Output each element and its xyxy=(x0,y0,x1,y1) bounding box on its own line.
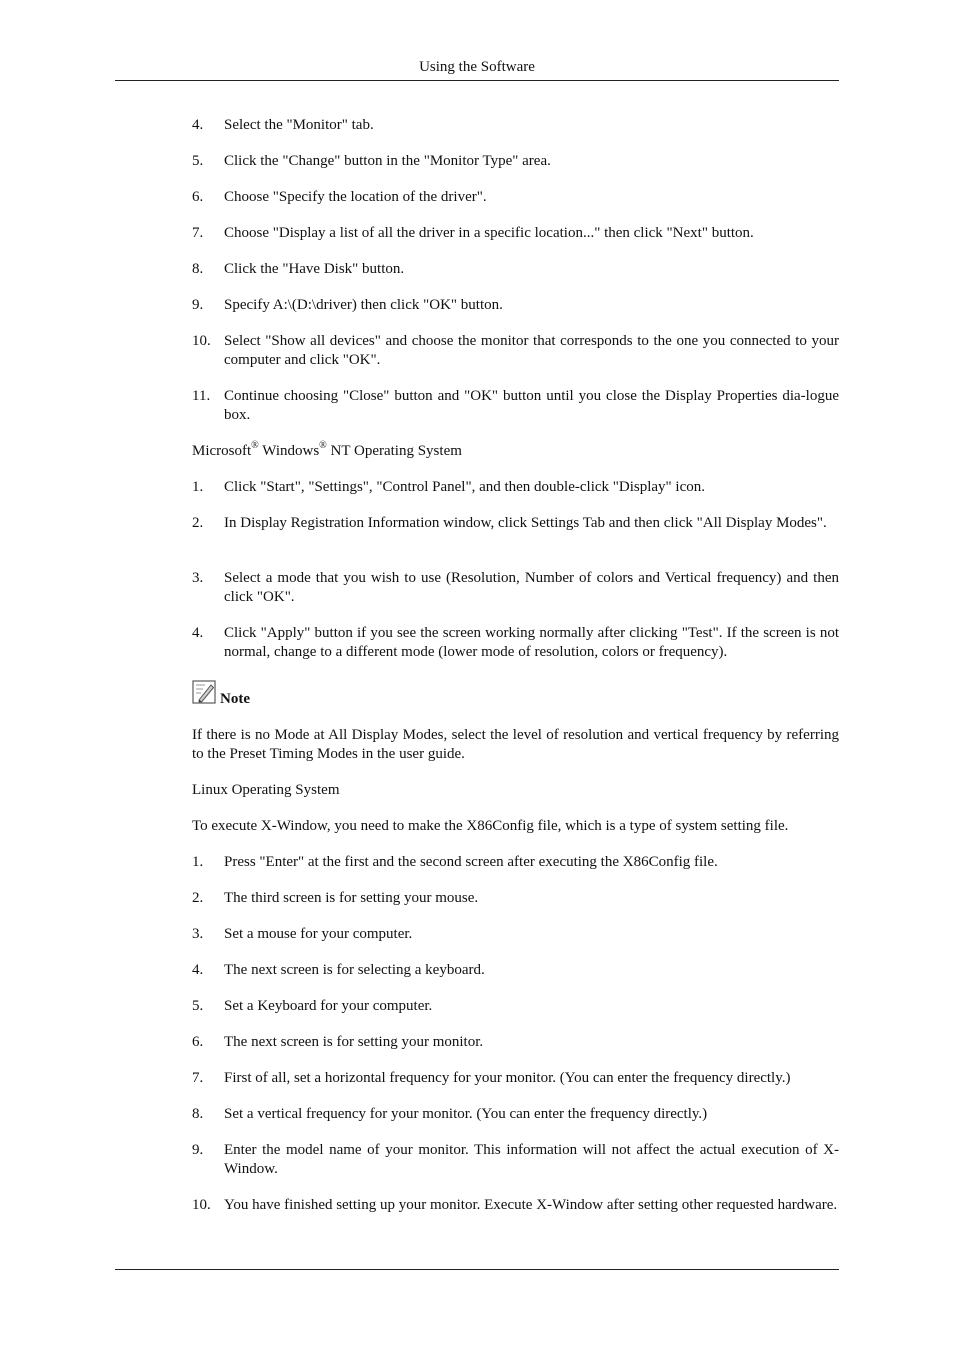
item-text: Specify A:\(D:\driver) then click "OK" button. xyxy=(224,297,503,313)
list-item xyxy=(192,1105,839,1124)
list-item xyxy=(192,332,839,370)
item-text: The third screen is for setting your mouse. xyxy=(224,890,479,906)
item-text: Set a vertical frequency for your monitor. (You can enter the frequency directly.) xyxy=(224,1106,708,1122)
item-number: 1. xyxy=(192,854,204,870)
item-number: 6. xyxy=(192,1034,204,1050)
item-number: 8. xyxy=(192,1106,204,1122)
item-number: 4. xyxy=(192,117,204,133)
item-number: 3. xyxy=(192,926,204,942)
item-number: 3. xyxy=(192,570,204,586)
item-number: 2. xyxy=(192,515,204,531)
item-number: 7. xyxy=(192,225,204,241)
item-text: Set a mouse for your computer. xyxy=(224,926,413,942)
list-item xyxy=(192,997,839,1016)
item-text: Enter the model name of your monitor. This information will not affect the actual execution of X-Window. xyxy=(224,1142,839,1177)
item-number: 8. xyxy=(192,261,204,277)
item-number: 2. xyxy=(192,890,204,906)
footer-rule xyxy=(115,1269,839,1270)
item-text: Choose "Specify the location of the driver". xyxy=(224,189,487,205)
list-item xyxy=(192,569,839,607)
list-item xyxy=(192,260,839,279)
item-number: 4. xyxy=(192,625,204,641)
item-number: 10. xyxy=(192,1197,211,1213)
item-text: Select the "Monitor" tab. xyxy=(224,117,374,133)
list-item xyxy=(192,1196,839,1215)
list-item xyxy=(192,514,839,533)
item-number: 9. xyxy=(192,297,204,313)
list-item xyxy=(192,296,839,315)
item-number: 7. xyxy=(192,1070,204,1086)
page-header: Using the Software xyxy=(419,59,535,75)
list-item xyxy=(192,889,839,908)
item-text: Click "Apply" button if you see the screen working normally after clicking "Test". If the screen is not normal, change to a different mode (lower mode of resolution, colors or frequency). xyxy=(224,625,839,660)
note-icon xyxy=(192,680,216,704)
note-text: If there is no Mode at All Display Modes, select the level of resolution and vertical frequency by referring to the Preset Timing Modes in the user guide. xyxy=(192,727,839,762)
list-item xyxy=(192,188,839,207)
item-text: The next screen is for setting your monitor. xyxy=(224,1034,484,1050)
item-number: 4. xyxy=(192,962,204,978)
list-item xyxy=(192,624,839,662)
item-text: Choose "Display a list of all the driver in a specific location..." then click "Next" button. xyxy=(224,225,754,241)
item-text: You have finished setting up your monitor. Execute X-Window after setting other requested hardware. xyxy=(224,1197,838,1213)
list-item xyxy=(192,224,839,243)
item-number: 9. xyxy=(192,1142,204,1158)
linux-intro: To execute X-Window, you need to make the X86Config file, which is a type of system setting file. xyxy=(192,818,789,834)
item-text: Click the "Change" button in the "Monitor Type" area. xyxy=(224,153,551,169)
list-item xyxy=(192,1141,839,1179)
nt-heading: Microsoft® Windows® NT Operating System xyxy=(192,440,462,459)
header-rule xyxy=(115,80,839,81)
item-text: Select a mode that you wish to use (Resolution, Number of colors and Vertical frequency) and then click "OK". xyxy=(224,570,839,605)
item-text: In Display Registration Information window, click Settings Tab and then click "All Display Modes". xyxy=(224,515,827,531)
item-text: Click the "Have Disk" button. xyxy=(224,261,405,277)
list-item xyxy=(192,1033,839,1052)
item-text: Set a Keyboard for your computer. xyxy=(224,998,433,1014)
item-number: 6. xyxy=(192,189,204,205)
item-text: Select "Show all devices" and choose the monitor that corresponds to the one you connected to your computer and click "OK". xyxy=(224,333,839,368)
item-number: 1. xyxy=(192,479,204,495)
list-item xyxy=(192,961,839,980)
item-text: Press "Enter" at the first and the second screen after executing the X86Config file. xyxy=(224,854,718,870)
linux-heading: Linux Operating System xyxy=(192,782,340,798)
list-item xyxy=(192,152,839,171)
item-number: 5. xyxy=(192,153,204,169)
list-item xyxy=(192,478,839,497)
item-number: 10. xyxy=(192,333,211,349)
list-item xyxy=(192,1069,839,1088)
list-item xyxy=(192,925,839,944)
item-number: 5. xyxy=(192,998,204,1014)
list-item xyxy=(192,853,839,872)
item-text: Click "Start", "Settings", "Control Panel", and then double-click "Display" icon. xyxy=(224,479,706,495)
list-item xyxy=(192,116,839,135)
list-item xyxy=(192,387,839,425)
item-text: First of all, set a horizontal frequency for your monitor. (You can enter the frequency directly.) xyxy=(224,1070,791,1086)
note-label: Note xyxy=(220,691,250,707)
item-text: The next screen is for selecting a keyboard. xyxy=(224,962,485,978)
item-text: Continue choosing "Close" button and "OK" button until you close the Display Properties dia-logue box. xyxy=(224,388,839,423)
item-number: 11. xyxy=(192,388,211,404)
